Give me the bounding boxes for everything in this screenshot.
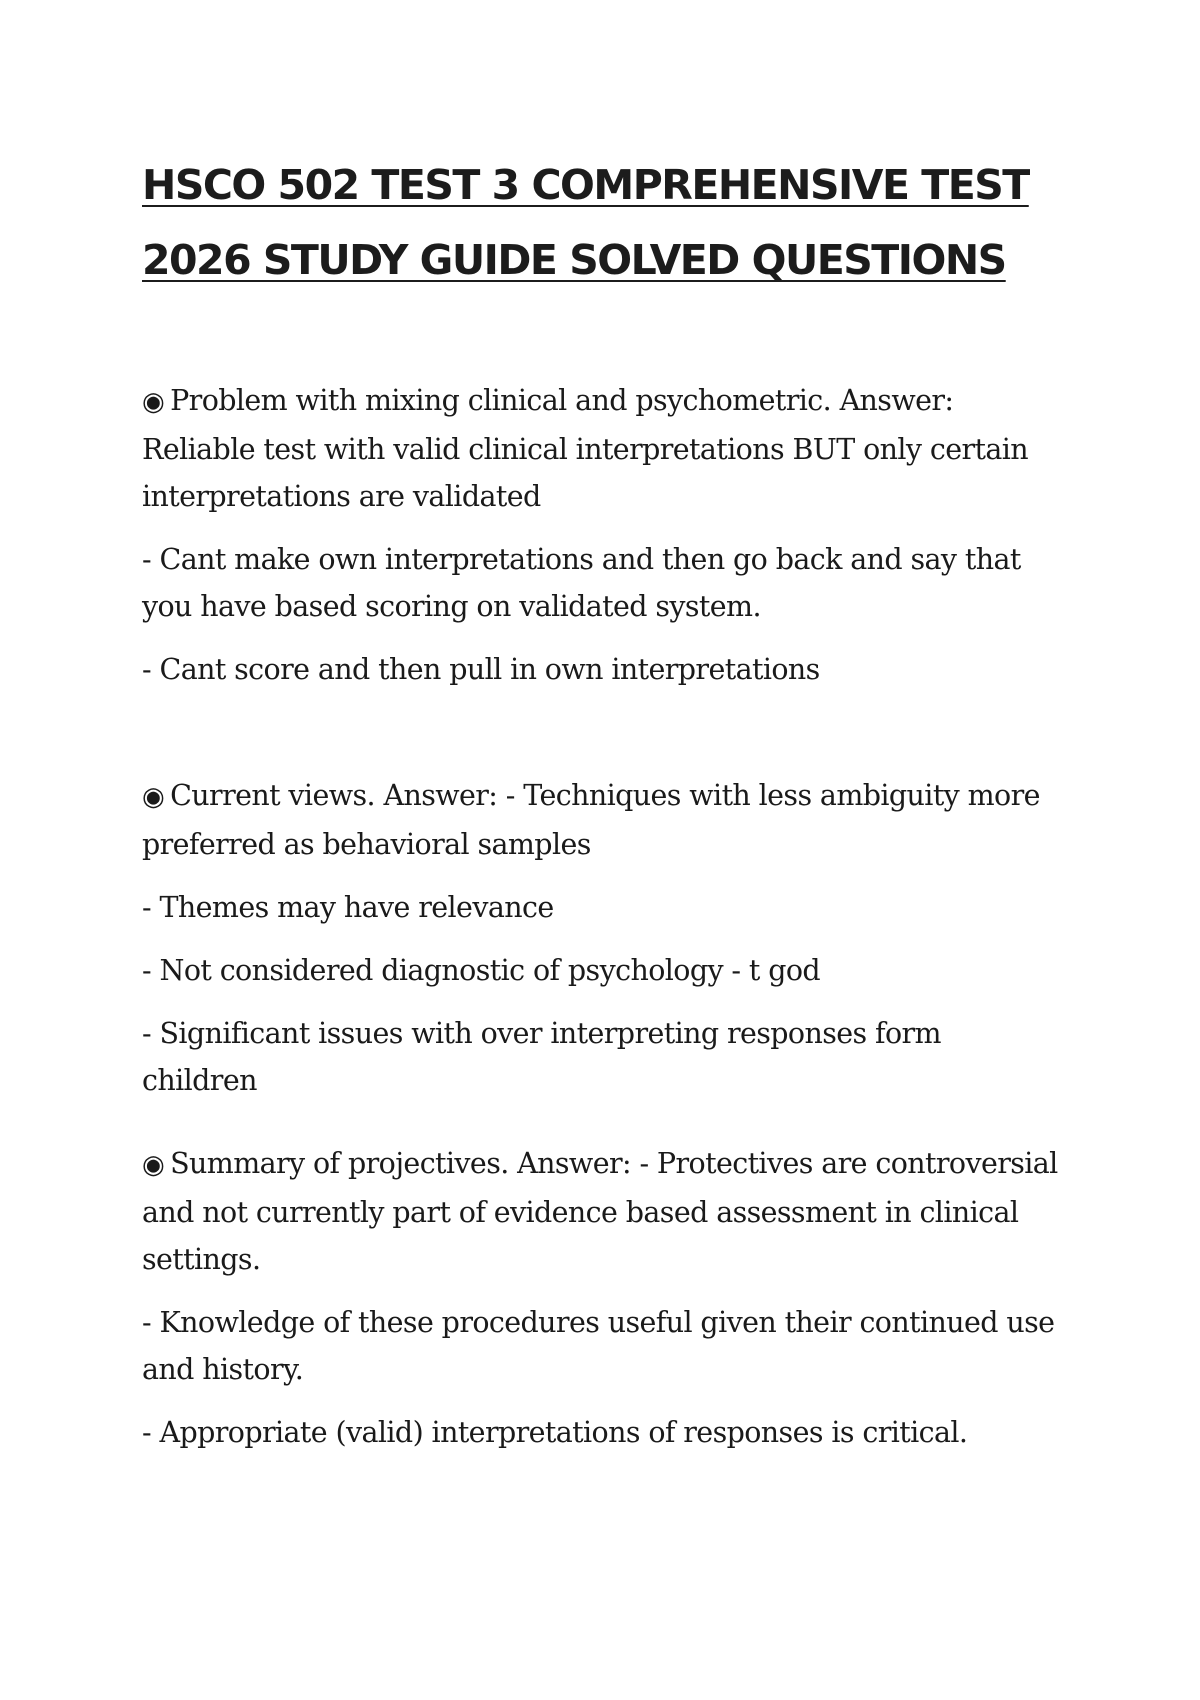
question-text [142,772,1062,868]
radio-bullet-icon: ◉ [142,1150,165,1180]
question-text [142,377,1062,520]
question-block-3 [142,1140,1062,1472]
answer-point: - Cant make own interpretations and then go back and say that you have based scoring on validated system. [142,543,1021,623]
title-line-1: HSCO 502 TEST 3 COMPREHENSIVE TEST [142,161,1029,209]
answer-point: - Cant score and then pull in own interpretations [142,653,820,686]
answer-point: - Not considered diagnostic of psychology - t god [142,954,821,987]
question-label: Summary of projectives. Answer: - Protectives are controversial and not currently part of evidence based assessment in clinical settings. [142,1147,1058,1276]
title-line-2: 2026 STUDY GUIDE SOLVED QUESTIONS [142,236,1006,284]
page-title [142,148,1042,298]
answer-point: - Significant issues with over interpreting responses form children [142,1017,941,1097]
answer-point: - Knowledge of these procedures useful given their continued use and history. [142,1306,1055,1386]
question-label: Problem with mixing clinical and psychometric. Answer: Reliable test with valid clinical interpretations BUT only certain interpretations are validated [142,384,1029,513]
radio-bullet-icon: ◉ [142,387,165,417]
radio-bullet-icon: ◉ [142,782,165,812]
question-text [142,1140,1062,1283]
answer-point: - Appropriate (valid) interpretations of responses is critical. [142,1416,968,1449]
question-label: Current views. Answer: - Techniques with less ambiguity more preferred as behavioral samples [142,779,1040,861]
question-block-1 [142,377,1062,709]
answer-point: - Themes may have relevance [142,891,554,924]
question-block-2 [142,772,1062,1120]
